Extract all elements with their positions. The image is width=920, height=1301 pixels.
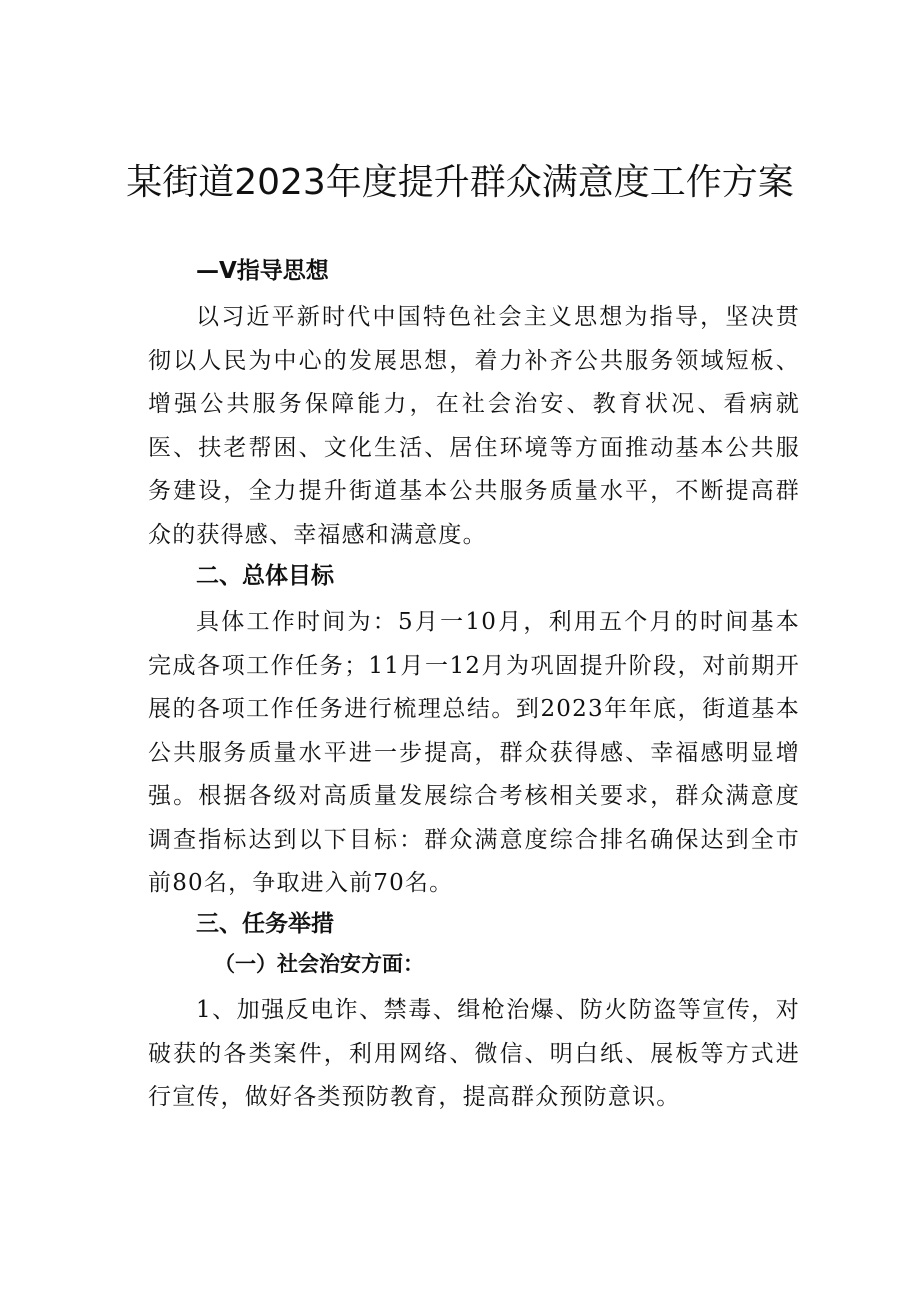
section-paragraph-guiding-ideology: 以习近平新时代中国特色社会主义思想为指导，坚决贯彻以人民为中心的发展思想，着力补齐公共服务领域短板、增强公共服务保障能力，在社会治安、教育状况、看病就医、扶老帮困、文化生活、居住环境等方面推动基本公共服务建设，全力提升街道基本公共服务质量水平，不断提高群众的获得感、幸福感和满意度。 <box>148 304 800 548</box>
section-heading-task-measures: 三、任务举措 <box>196 911 334 937</box>
document-title: 某街道2023年度提升群众满意度工作方案 <box>126 162 794 203</box>
section-paragraph-public-security: 1、加强反电诈、禁毒、缉枪治爆、防火防盗等宣传，对破获的各类案件，利用网络、微信、明白纸、展板等方式进行宣传，做好各类预防教育，提高群众预防意识。 <box>148 997 800 1110</box>
subsection-heading-public-security: （一）社会治安方面： <box>214 952 424 976</box>
section-paragraph-overall-goal: 具体工作时间为：5月一10月，利用五个月的时间基本完成各项工作任务；11月一12月为巩固提升阶段，对前期开展的各项工作任务进行梳理总结。到2023年年底，街道基本公共服务质量水平进一步提高，群众获得感、幸福感明显增强。根据各级对高质量发展综合考核相关要求，群众满意度调查指标达到以下目标：群众满意度综合排名确保达到全市前80名，争取进入前70名。 <box>148 609 800 896</box>
section-heading-guiding-ideology: —V指导思想 <box>196 258 329 284</box>
section-heading-overall-goal: 二、总体目标 <box>196 563 334 589</box>
